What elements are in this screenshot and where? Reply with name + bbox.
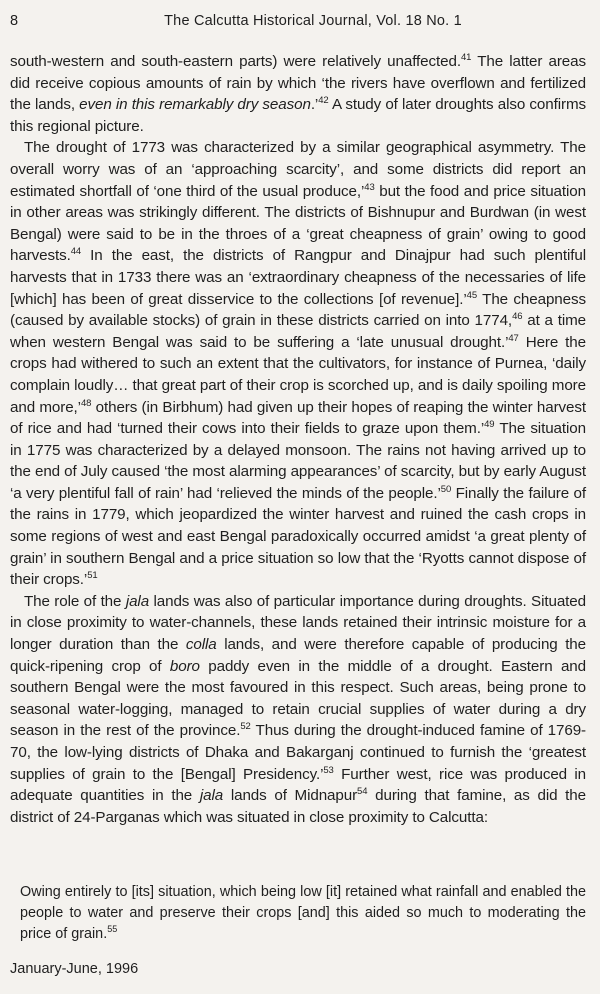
text-run: south-western and south-eastern parts) were relatively unaffected. xyxy=(10,53,461,70)
text-run: .’ xyxy=(310,96,319,114)
footnote-ref: 51 xyxy=(87,570,98,582)
text-run: Here the crops had withered to such an extent that the cultivators, for instance of Purnea, ‘daily complain loudly… that great part of their crop is scorched up, and is daily spoiling more and more,’ xyxy=(10,333,586,416)
footnote-ref: 54 xyxy=(357,786,368,798)
article-body xyxy=(10,51,586,828)
running-header xyxy=(10,12,586,30)
italic-text: even in this remarkably dry season xyxy=(79,96,311,114)
paragraph-3 xyxy=(10,591,586,829)
footnote-ref: 43 xyxy=(364,181,375,193)
text-run: Thus during the drought-induced famine of 1769-70, the low-lying districts of Dhaka and Bakarganj continued to furnish the ‘greatest supplies of grain to the [Bengal] Presidency.’ xyxy=(10,722,587,783)
text-run: but the food and price situation in other areas was strikingly different. The districts of Bishnupur and Burdwan (in west Bengal) were said to be in the throes of a ‘great cheapness of grain’ owing to good harvests. xyxy=(10,182,586,265)
footnote-ref: 50 xyxy=(440,483,452,495)
footnote-ref: 48 xyxy=(80,397,92,409)
text-run: Further west, rice was produced in adequate quantities in the xyxy=(10,765,586,805)
text-run: The cheapness (caused by available stocks) of grain in these districts carried on into 1774, xyxy=(10,290,586,330)
text-run: lands of Midnapur xyxy=(223,787,358,805)
text-run: In the east, the districts of Rangpur and Dinajpur had such plentiful harvests that in 1733 there was an ‘extraordinary cheapness of the necessaries of life [which] has been of great disservice to the collections [of revenue].’ xyxy=(10,247,586,308)
footnote-ref: 55 xyxy=(107,924,118,934)
footnote-ref: 49 xyxy=(484,419,495,431)
text-run: lands was also of particular importance during droughts. Situated in close proximity to water-channels, these lands retained their intrinsic moisture for a longer duration than the xyxy=(10,592,586,654)
footnote-ref: 45 xyxy=(466,289,478,301)
footnote-ref: 47 xyxy=(508,332,519,344)
text-run: others (in Birbhum) had given up their hopes of reaping the winter harvest of rice and had ‘turned their cows into their fields to graze upon them.’ xyxy=(10,398,587,438)
text-run: at a time when western Bengal was said to be suffering a ‘late unusual drought.’ xyxy=(10,312,587,351)
text-run: paddy even in the middle of a drought. Eastern and southern Bengal were the most favoured in this respect. Such areas, being prone to seasonal water-logging, managed to retain crucial supplies of water during a dry season in the rest of the province. xyxy=(10,657,586,740)
text-run: The latter areas did receive copious amounts of rain by which ‘the rivers have overflown and fertilized the lands, xyxy=(10,53,586,114)
text-run: Finally the failure of the rains in 1779, which jeopardized the winter harvest and ruined the cash crops in some regions of west and east Bengal paradoxically occurred amidst ‘a great plenty of grain’ in southern Bengal and a price situation so low that the ‘Ryotts cannot dispose of their crops.’ xyxy=(10,484,587,589)
footnote-ref: 42 xyxy=(318,95,329,107)
footnote-ref: 44 xyxy=(70,246,82,258)
footer-date: January-June, 1996 xyxy=(10,961,139,977)
paragraph-1 xyxy=(10,51,586,137)
block-quote xyxy=(20,882,586,945)
text-run: during that famine, as did the district of 24-Parganas which was situated in close proximity to Calcutta: xyxy=(10,787,586,826)
italic-text: jala xyxy=(199,787,224,805)
footnote-ref: 52 xyxy=(240,721,251,733)
footnote-ref: 53 xyxy=(323,764,334,776)
italic-text: colla xyxy=(185,636,217,654)
quote-text: Owing entirely to [its] situation, which being low [it] retained what rainfall and enabled the people to water and preserve their crops [and] this aided so much to moderating the price of grain. xyxy=(20,884,586,942)
footnote-ref: 41 xyxy=(460,52,472,63)
text-run: The drought of 1773 was characterized by a similar geographical asymmetry. The overall worry was of an ‘approaching scarcity’, and some districts did report an estimated shortfall of ‘one third of the usual produce,’ xyxy=(10,139,586,200)
text-run: A study of later droughts also confirms this regional picture. xyxy=(10,96,586,135)
page-number: 8 xyxy=(10,13,19,29)
text-run: lands, and were therefore capable of producing the quick-ripening crop of xyxy=(10,636,587,675)
paragraph-2 xyxy=(10,137,586,590)
italic-text: boro xyxy=(169,657,200,675)
text-run: The role of the xyxy=(24,592,126,610)
footnote-ref: 46 xyxy=(512,311,523,323)
text-run: The situation in 1775 was characterized by a delayed monsoon. The rains not having arrived up to the end of July caused ‘the most alarming appearances’ of scarcity, but by early August ‘a very plentiful fall of rain’ had ‘relieved the minds of the people.’ xyxy=(10,420,586,502)
journal-title: The Calcutta Historical Journal, Vol. 18 No. 1 xyxy=(164,13,462,29)
italic-text: jala xyxy=(125,592,150,610)
